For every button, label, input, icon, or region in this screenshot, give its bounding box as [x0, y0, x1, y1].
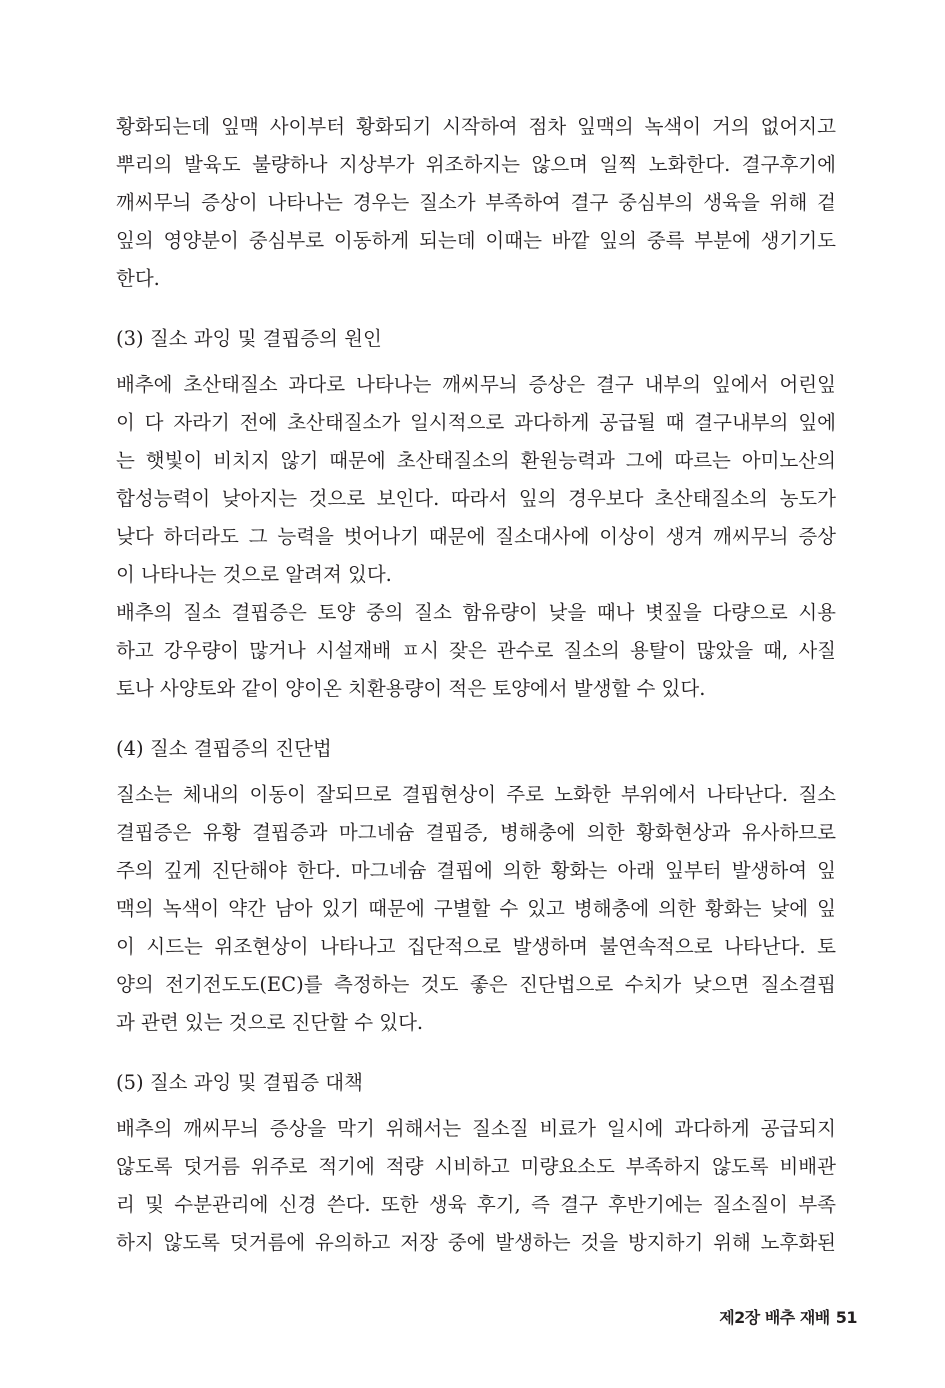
- text-line: 는 햇빛이 비치지 않기 때문에 초산태질소의 환원능력과 그에 따르는 아미노산의: [116, 449, 836, 472]
- text-line: 과 관련 있는 것으로 진단할 수 있다.: [116, 1011, 424, 1034]
- body-text: [116, 108, 836, 1262]
- text-line: 낮다 하더라도 그 능력을 벗어나기 때문에 질소대사에 이상이 생겨 깨씨무늬 증상: [116, 525, 836, 548]
- paragraph-2: [116, 366, 836, 594]
- text-line: 깨씨무늬 증상이 나타나는 경우는 질소가 부족하여 결구 중심부의 생육을 위해 겉: [116, 191, 836, 214]
- paragraph-4: [116, 776, 836, 1042]
- paragraph-5: [116, 1110, 836, 1262]
- text-line: 합성능력이 낮아지는 것으로 보인다. 따라서 잎의 경우보다 초산태질소의 농도가: [116, 487, 836, 510]
- paragraph-1: [116, 108, 836, 298]
- text-line: 질소는 체내의 이동이 잘되므로 결핍현상이 주로 노화한 부위에서 나타난다. 질소: [116, 783, 836, 806]
- text-line: 이 나타나는 것으로 알려져 있다.: [116, 563, 392, 586]
- page-number: 51: [835, 1308, 857, 1327]
- text-line: 하고 강우량이 많거나 시설재배 ㅍ시 잦은 관수로 질소의 용탈이 많았을 때, 사질: [116, 639, 836, 662]
- heading-text: (5) 질소 과잉 및 결핍증 대책: [116, 1071, 363, 1094]
- section-heading-5: [116, 1064, 836, 1102]
- heading-text: (3) 질소 과잉 및 결핍증의 원인: [116, 327, 382, 350]
- text-line: 맥의 녹색이 약간 남아 있기 때문에 구별할 수 있고 병해충에 의한 황화는 낮에 잎: [116, 897, 836, 920]
- text-line: 한다.: [116, 267, 160, 290]
- text-line: 양의 전기전도도(EC)를 측정하는 것도 좋은 진단법으로 수치가 낮으면 질소결핍: [116, 973, 836, 996]
- text-line: 뿌리의 발육도 불량하나 지상부가 위조하지는 않으며 일찍 노화한다. 결구후기에: [116, 153, 836, 176]
- paragraph-3: [116, 594, 836, 708]
- text-line: 배추의 깨씨무늬 증상을 막기 위해서는 질소질 비료가 일시에 과다하게 공급되지: [116, 1117, 836, 1140]
- section-heading-4: [116, 730, 836, 768]
- text-line: 결핍증은 유황 결핍증과 마그네슘 결핍증, 병해충에 의한 황화현상과 유사하므로: [116, 821, 836, 844]
- heading-text: (4) 질소 결핍증의 진단법: [116, 737, 332, 760]
- text-line: 리 및 수분관리에 신경 쓴다. 또한 생육 후기, 즉 결구 후반기에는 질소질이 부족: [116, 1193, 836, 1216]
- text-line: 이 다 자라기 전에 초산태질소가 일시적으로 과다하게 공급될 때 결구내부의 잎에: [116, 411, 836, 434]
- text-line: 않도록 덧거름 위주로 적기에 적량 시비하고 미량요소도 부족하지 않도록 비배관: [116, 1155, 836, 1178]
- text-line: 토나 사양토와 같이 양이온 치환용량이 적은 토양에서 발생할 수 있다.: [116, 677, 706, 700]
- text-line: 배추의 질소 결핍증은 토양 중의 질소 함유량이 낮을 때나 볏짚을 다량으로 시용: [116, 601, 836, 624]
- text-line: 잎의 영양분이 중심부로 이동하게 되는데 이때는 바깥 잎의 중륵 부분에 생기기도: [116, 229, 836, 252]
- section-heading-3: [116, 320, 836, 358]
- page-footer: [713, 1305, 857, 1328]
- text-line: 이 시드는 위조현상이 나타나고 집단적으로 발생하며 불연속적으로 나타난다. 토: [116, 935, 836, 958]
- text-line: 주의 깊게 진단해야 한다. 마그네슘 결핍에 의한 황화는 아래 잎부터 발생하여 잎: [116, 859, 836, 882]
- chapter-title: 제2장 배추 재배: [719, 1308, 830, 1327]
- text-line: 황화되는데 잎맥 사이부터 황화되기 시작하여 점차 잎맥의 녹색이 거의 없어지고: [116, 115, 836, 138]
- text-line: 하지 않도록 덧거름에 유의하고 저장 중에 발생하는 것을 방지하기 위해 노후화된: [116, 1231, 836, 1254]
- text-line: 배추에 초산태질소 과다로 나타나는 깨씨무늬 증상은 결구 내부의 잎에서 어린잎: [116, 373, 836, 396]
